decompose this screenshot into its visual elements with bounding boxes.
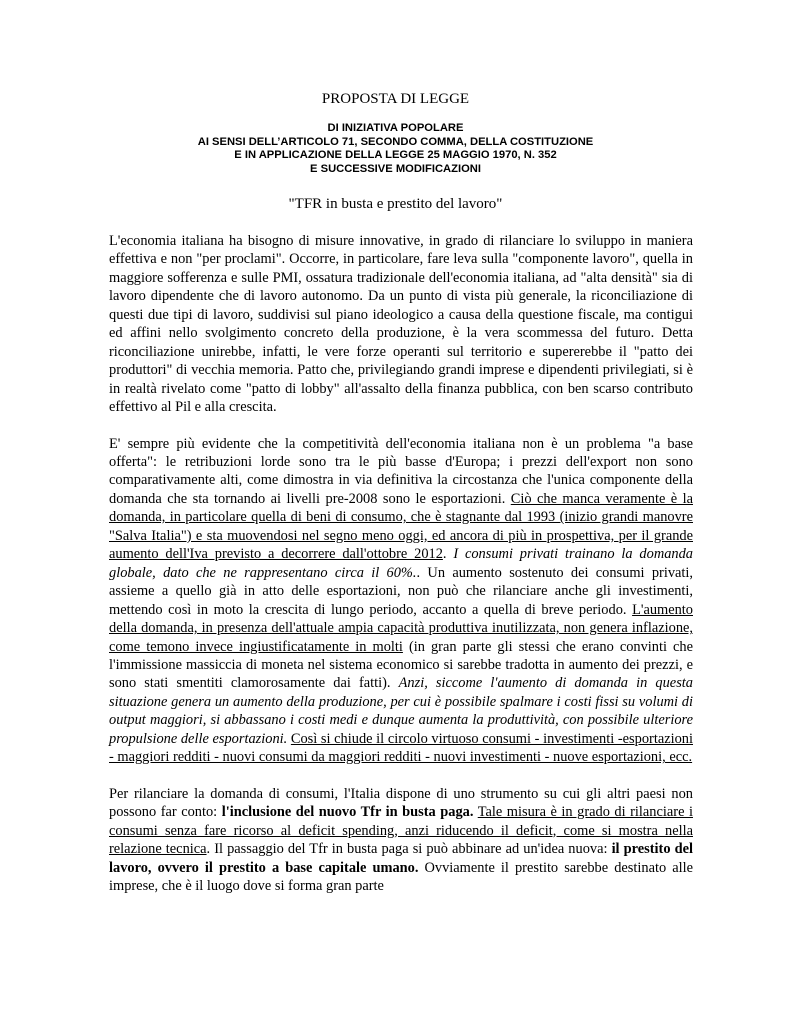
legal-subtitle bbox=[0, 122, 791, 176]
underlined-text: Così si chiude il circolo virtuoso consumi - investimenti -esportazioni - maggiori redditi - nuovi consumi da maggiori redditi - nuovi investimenti - nuove esportazioni, ecc. bbox=[109, 730, 693, 766]
subtitle-line: DI INIZIATIVA POPOLARE bbox=[327, 122, 464, 134]
italic-text: Anzi, siccome l'aumento di domanda in questa situazione genera un aumento della produzione, per cui è possibile spalmare i costi fissi su volumi di output maggiori, si abbassano i costi medi e dunque aumenta la produttività, con possibile ulteriore propulsione delle esportazioni. bbox=[109, 675, 693, 747]
document-body bbox=[109, 232, 693, 913]
text-segment: (in gran parte gli stessi che erano convinti che l'immissione massiccia di moneta nel sistema economico si sarebbe tradotta in aumento dei prezzi, e sono stati smentiti clamorosamente dai fatti). bbox=[109, 638, 693, 692]
page-title: PROPOSTA DI LEGGE bbox=[321, 91, 470, 107]
underlined-text: L'aumento della domanda, in presenza dell'attuale ampia capacità produttiva inutilizzata, non genera inflazione, come temono invece ingiustificatamente in molti bbox=[109, 601, 693, 655]
underlined-text: Ciò che manca veramente è la domanda, in particolare quella di beni di consumo, che è stagnante dal 1993 (inizio grandi manovre "Salva Italia") e sta muovendosi nel segno meno oggi, ed ancora di più in prospettiva, per il grande aumento dell'Iva previsto a decorrere dall'ottobre 2012 bbox=[109, 490, 693, 563]
bold-text: l'inclusione del nuovo Tfr in busta paga. bbox=[221, 804, 474, 821]
law-name: "TFR in busta e prestito del lavoro" bbox=[288, 196, 503, 212]
bold-text: il prestito del lavoro, ovvero il prestito a base capitale umano. bbox=[109, 841, 693, 876]
subtitle-line: E IN APPLICAZIONE DELLA LEGGE 25 MAGGIO 1970, N. 352 bbox=[234, 149, 557, 161]
text-segment: Per rilanciare la domanda di consumi, l'Italia dispone di uno strumento su cui gli altri paesi non possono far conto: bbox=[109, 785, 693, 821]
text-segment: . bbox=[442, 546, 454, 563]
underlined-text: Tale misura è in grado di rilanciare i consumi senza fare ricorso al deficit spending, anzi riducendo il deficit, come si mostra nella relazione tecnica bbox=[109, 804, 693, 858]
subtitle-line: AI SENSI DELL’ARTICOLO 71, SECONDO COMMA, DELLA COSTITUZIONE bbox=[197, 135, 594, 148]
paragraph bbox=[109, 435, 693, 767]
subtitle-line: E SUCCESSIVE MODIFICAZIONI bbox=[310, 162, 481, 175]
text-segment: L'economia italiana ha bisogno di misure innovative, in grado di rilanciare lo sviluppo in maniera effettiva e non "per proclami". Occorre, in particolare, fare leva sulla "componente lavoro", quella in maggiore sofferenza e sulle PMI, ossatura tradizionale dell'economia italiana, ad "alta densità" sia di lavoro dipendente che di lavoro autonomo. Da un punto di vista più generale, la riconciliazione di questi due tipi di lavoro, suddivisi sul piano ideologico a causa della questione fiscale, ma contigui ed affini nello svolgimento concreto della produzione, è la vera scommessa del futuro. Detta riconciliazione unirebbe, infatti, le vere forze operanti sul territorio e supererebbe il "patto dei produttori" di vecchia memoria. Patto che, privilegiando grandi imprese e dipendenti privilegiati, si è in realtà rivelato come "patto di lobby" all'assalto della finanza pubblica, con ben scarso contributo effettivo al Pil e alla crescita. bbox=[109, 233, 693, 416]
text-segment: . Il passaggio del Tfr in busta paga si può abbinare ad un'idea nuova: bbox=[206, 841, 612, 858]
paragraph bbox=[109, 232, 693, 417]
text-segment: . Un aumento sostenuto dei consumi privati, assieme a quello già in atto delle esportazioni, non può che rilanciare anche gli investimenti, mettendo così in moto la crescita di lungo periodo, accanto a quella di breve periodo. bbox=[109, 564, 694, 618]
italic-text: I consumi privati trainano la domanda globale, dato che ne rappresentano circa il 60%. bbox=[109, 546, 693, 581]
text-segment: Ovviamente il prestito sarebbe destinato alle imprese, che è il luogo dove si forma gran parte bbox=[109, 859, 693, 894]
text-segment: E' sempre più evidente che la competitività dell'economia italiana non è un problema "a base offerta": le retribuzioni lorde sono tra le più basse d'Europa; i prezzi dell'export non sono comparativamente alti, come dimostra in via definitiva la circostanza che l'unica componente della domanda che sta tornando ai livelli pre-2008 sono le esportazioni. bbox=[109, 435, 693, 507]
paragraph bbox=[109, 785, 693, 896]
